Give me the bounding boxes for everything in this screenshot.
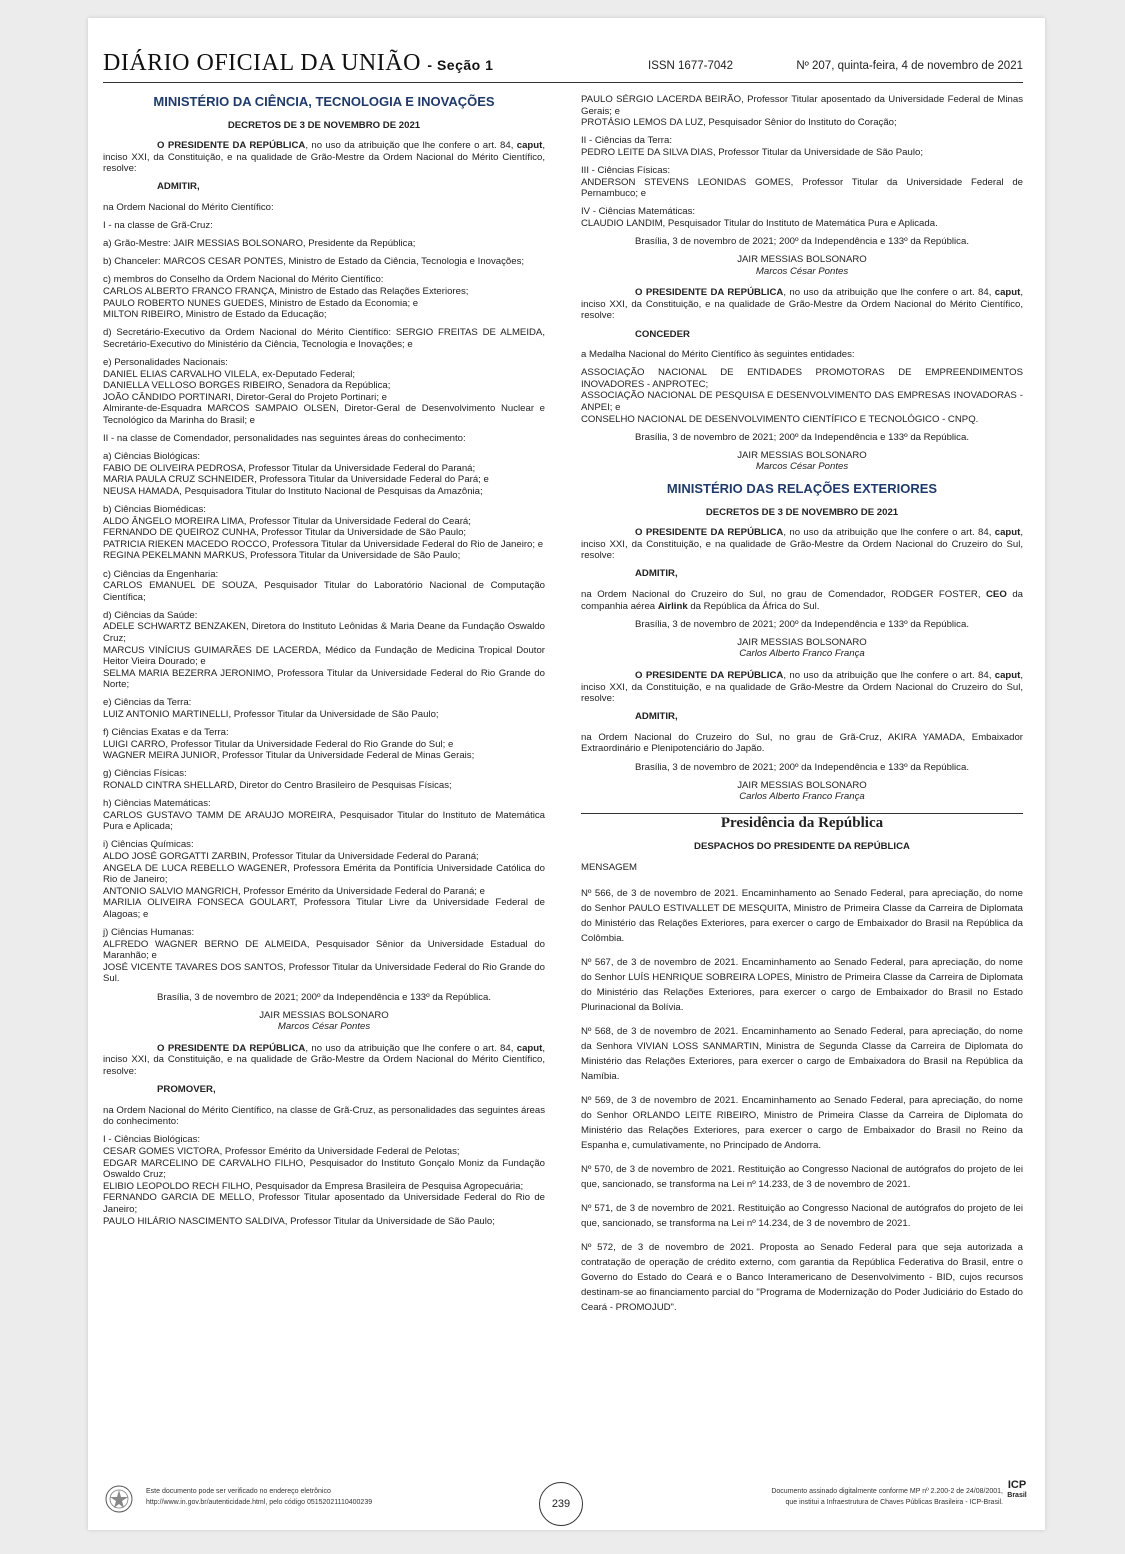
column-right [581, 94, 1023, 1324]
decree-body [581, 94, 1023, 229]
decree-intro [581, 287, 1023, 322]
section-label: - Seção 1 [427, 57, 494, 73]
paragraph: na Ordem Nacional do Mérito Científico, na classe de Grã-Cruz, as personalidades das seguintes áreas do conhecimento: [103, 1104, 545, 1128]
brasil-text: Brasil [1007, 1492, 1027, 1499]
closing-line: Brasília, 3 de novembro de 2021; 200º da Independência e 133º da República. [635, 761, 969, 773]
decree-body [103, 202, 545, 985]
keyword-conceder: CONCEDER [635, 328, 690, 340]
intro-rest: , inciso XXI, da Constituição, e na qualidade de Grão-Mestre da Ordem Nacional do Mérito Científico, resolve: [581, 287, 1023, 322]
issue-date: Nº 207, quinta-feira, 4 de novembro de 2021 [796, 60, 1023, 72]
paragraph: IV - Ciências Matemáticas: CLAUDIO LANDIM, Pesquisador Titular do Instituto de Matemática Pura e Aplicada. [581, 206, 938, 229]
document-page [88, 18, 1045, 1530]
paragraph: Nº 566, de 3 de novembro de 2021. Encaminhamento ao Senado Federal, para apreciação, do nome do Senhor PAULO ESTIVALLET DE MESQUITA, Ministro de Primeira Classe da Carreira de Diplomata do Ministério das Relações Exteriores, para exercer o cargo de Embaixador do Brasil na República da Colômbia. [581, 887, 1023, 944]
intro-text: , no uso da atribuição que lhe confere o art. 84, [783, 287, 995, 299]
intro-bold: O PRESIDENTE DA REPÚBLICA [635, 669, 784, 681]
issn: ISSN 1677-7042 [648, 60, 734, 72]
intro-bold: O PRESIDENTE DA REPÚBLICA [157, 140, 306, 152]
keyword-admitir: ADMITIR, [157, 181, 200, 193]
paragraph: Nº 568, de 3 de novembro de 2021. Encaminhamento ao Senado Federal, para apreciação, do nome da Senhora VIVIAN LOSS SANMARTIN, Ministra de Segunda Classe da Carreira de Diplomata do Ministério das Relações Exteriores, para exercer o cargo de Embaixadora do Brasil na República da Namíbia. [581, 1025, 1023, 1082]
closing-line: Brasília, 3 de novembro de 2021; 200º da Independência e 133º da República. [635, 235, 969, 247]
closing-line: Brasília, 3 de novembro de 2021; 200º da Independência e 133º da República. [635, 431, 969, 443]
decree-body [581, 349, 1023, 425]
verification-text: Este documento pode ser verificado no endereço eletrônico [146, 1488, 331, 1495]
signature-name: JAIR MESSIAS BOLSONARO [737, 779, 867, 791]
page-number: 239 [539, 1482, 583, 1526]
presidency-heading: Presidência da República [581, 813, 1023, 830]
signature-block [103, 1010, 545, 1033]
foster-text: na Ordem Nacional do Cruzeiro do Sul, no grau de Comendador, RODGER FOSTER, [581, 589, 986, 600]
signature-block [581, 780, 1023, 803]
caput: caput [994, 527, 1021, 539]
signature-name: JAIR MESSIAS BOLSONARO [259, 1009, 389, 1021]
intro-rest: , inciso XXI, da Constituição, e na qualidade de Grão-Mestre da Ordem Nacional do Cruzeiro do Sul, resolve: [581, 669, 1023, 705]
intro-bold: O PRESIDENTE DA REPÚBLICA [157, 1042, 306, 1054]
paragraph: i) Ciências Químicas: ALDO JOSÉ GORGATTI ZARBIN, Professor Titular da Universidade Federal do Paraná; ANGELA DE LUCA REBELLO WAGENER, Professora Emérita da Pontifícia Universidade Católica do Rio de Janeiro; ANTONIO SALVIO MANGRICH, Professor Emérito da Universidade Federal do Paraná; e MARILIA OLIVEIRA FONSECA GOULART, Professora Titular Livre da Universidade Federal de Alagoas; e [103, 839, 545, 920]
paragraph: Nº 571, de 3 de novembro de 2021. Restituição ao Congresso Nacional de autógrafos do projeto de lei que, sancionado, se transforma na Lei nº 14.234, de 3 de novembro de 2021. [581, 1202, 1023, 1229]
signature-block [581, 637, 1023, 660]
icp-brasil-logo [1005, 1480, 1029, 1500]
icp-text: ICP [1007, 1479, 1027, 1491]
paragraph: Nº 567, de 3 de novembro de 2021. Encaminhamento ao Senado Federal, para apreciação, do nome do Senhor LUÍS HENRIQUE SOBREIRA LOPES, Ministro de Primeira Classe da Carreira de Diplomata do Ministério das Relações Exteriores, para exercer o cargo de Embaixador do Brasil no Estado Plurinacional da Bolívia. [581, 956, 1023, 1013]
verification-note [146, 1486, 372, 1508]
signature-block [581, 254, 1023, 277]
paragraph: f) Ciências Exatas e da Terra: LUIGI CARRO, Professor Titular da Universidade Federal do Rio Grande do Sul; e WAGNER MEIRA JUNIOR, Professor Titular da Universidade Federal de Minas Gerais; [103, 727, 475, 762]
signature-name: JAIR MESSIAS BOLSONARO [737, 636, 867, 648]
intro-rest: , inciso XXI, da Constituição, e na qualidade de Grão-Mestre da Ordem Nacional do Mérito Científico, resolve: [103, 140, 545, 175]
paragraph: II - Ciências da Terra: PEDRO LEITE DA SILVA DIAS, Professor Titular da Universidade de São Paulo; [581, 135, 923, 158]
paragraph: g) Ciências Físicas: RONALD CINTRA SHELLARD, Diretor do Centro Brasileiro de Pesquisas Físicas; [103, 768, 452, 791]
keyword-admitir: ADMITIR, [635, 568, 678, 580]
paragraph: na Ordem Nacional do Mérito Científico: [103, 202, 274, 214]
paragraph: b) Ciências Biomédicas: ALDO ÂNGELO MOREIRA LIMA, Professor Titular da Universidade Federal do Ceará; FERNANDO DE QUEIROZ CUNHA, Professor Titular da Universidade de São Paulo; PATRICIA RIEKEN MACEDO ROCCO, Professora Titular da Universidade Federal do Rio de Janeiro; e REGINA PEKELMANN MARKUS, Professora Titular da Universidade de São Paulo; [103, 504, 544, 562]
intro-text: , no uso da atribuição que lhe confere o art. 84, [305, 1042, 517, 1054]
paragraph: a Medalha Nacional do Mérito Científico às seguintes entidades: [581, 349, 855, 361]
decree-yamada: na Ordem Nacional do Cruzeiro do Sul, no grau de Grã-Cruz, AKIRA YAMADA, Embaixador Extraordinário e Plenipotenciário do Japão. [581, 731, 1023, 755]
despachos-title: DESPACHOS DO PRESIDENTE DA REPÚBLICA [694, 841, 910, 853]
intro-bold: O PRESIDENTE DA REPÚBLICA [635, 287, 784, 299]
decree-intro [103, 140, 545, 175]
paragraph: Nº 572, de 3 de novembro de 2021. Proposta ao Senado Federal para que seja autorizada a contratação de operação de crédito externo, com garantia da República Federativa do Brasil, entre o Governo do Estado do Ceará e o Banco Interamericano de Desenvolvimento - BID, cujos recursos destinam-se ao financiamento parcial do "Programa de Modernização do Poder Judiciário do Estado do Ceará - PROMOJUD". [581, 1241, 1023, 1313]
verification-url: http://www.in.gov.br/autenticidade.html, pelo código 05152021110400239 [146, 1499, 373, 1506]
message-list [581, 886, 1023, 1315]
paragraph: Nº 570, de 3 de novembro de 2021. Restituição ao Congresso Nacional de autógrafos do projeto de lei que, sancionado, se transforma na Lei nº 14.233, de 3 de novembro de 2021. [581, 1163, 1023, 1190]
closing-line: Brasília, 3 de novembro de 2021; 200º da Independência e 133º da República. [157, 991, 491, 1003]
paragraph: Nº 569, de 3 de novembro de 2021. Encaminhamento ao Senado Federal, para apreciação, do nome do Senhor ORLANDO LEITE RIBEIRO, Ministro de Primeira Classe da Carreira de Diplomata do Ministério das Relações Exteriores, para exercer o cargo de Embaixador do Brasil no Reino da Espanha e, cumulativamente, no Principado de Andorra. [581, 1094, 1023, 1151]
signature-minister: Marcos César Pontes [277, 1021, 371, 1033]
coat-of-arms-icon [104, 1484, 134, 1514]
caput: caput [516, 140, 543, 152]
signature-minister: Marcos César Pontes [755, 461, 849, 473]
paragraph: e) Personalidades Nacionais: DANIEL ELIAS CARVALHO VILELA, ex-Deputado Federal; DANIELLA VELLOSO BORGES RIBEIRO, Senadora da República; JOÃO CÂNDIDO PORTINARI, Diretor-Geral do Projeto Portinari; e Almirante-de-Esquadra MARCOS SAMPAIO OLSEN, Diretor-Geral de Desenvolvimento Nuclear e Tecnológico da Marinha do Brasil; e [103, 357, 545, 426]
intro-rest: , inciso XXI, da Constituição, e na qualidade de Grão-Mestre da Ordem Nacional do Cruzeiro do Sul, resolve: [581, 527, 1023, 562]
decree-intro [103, 1043, 545, 1078]
caput: caput [994, 287, 1021, 299]
signature-note-line: Documento assinado digitalmente conforme MP nº 2.200-2 de 24/08/2001, [771, 1488, 1003, 1495]
intro-rest: , inciso XXI, da Constituição, e na qualidade de Grão-Mestre da Ordem Nacional do Mérito Científico, resolve: [103, 1042, 545, 1077]
paragraph: d) Ciências da Saúde: ADELE SCHWARTZ BENZAKEN, Diretora do Instituto Leônidas & Maria Deane da Fundação Oswaldo Cruz; MARCUS VINÍCIUS GUIMARÃES DE LACERDA, Médico da Fundação de Medicina Tropical Doutor Heitor Vieira Dourado; e SELMA MARIA BEZERRA JERONIMO, Professora Titular da Universidade Federal do Rio Grande do Norte; [103, 609, 545, 691]
intro-text: , no uso da atribuição que lhe confere o art. 84, [305, 140, 517, 152]
paragraph: a) Grão-Mestre: JAIR MESSIAS BOLSONARO, Presidente da República; [103, 238, 416, 250]
paragraph: b) Chanceler: MARCOS CESAR PONTES, Ministro de Estado da Ciência, Tecnologia e Inovações; [103, 256, 525, 268]
intro-text: , no uso da atribuição que lhe confere o art. 84, [783, 669, 995, 681]
paragraph: d) Secretário-Executivo da Ordem Nacional do Mérito Científico: SERGIO FREITAS DE ALMEIDA, Secretário-Executivo do Ministério da Ciência, Tecnologia e Inovações; e [103, 327, 545, 350]
foster-text: da República da África do Sul. [687, 600, 820, 612]
signature-minister: Marcos César Pontes [755, 265, 849, 277]
caput: caput [516, 1042, 543, 1054]
paragraph: I - Ciências Biológicas: CESAR GOMES VICTORA, Professor Emérito da Universidade Federal de Pelotas; EDGAR MARCELINO DE CARVALHO FILHO, Pesquisador do Instituto Gonçalo Moniz da Fundação Oswaldo Cruz; ELIBIO LEOPOLDO RECH FILHO, Pesquisador da Empresa Brasileira de Pesquisa Agropecuária; FERNANDO GARCIA DE MELLO, Professor Titular aposentado da Universidade Federal do Rio de Janeiro; PAULO HILÁRIO NASCIMENTO SALDIVA, Professor Titular da Universidade de São Paulo; [103, 1134, 545, 1227]
paragraph: III - Ciências Físicas: ANDERSON STEVENS LEONIDAS GOMES, Professor Titular da Universidade Federal de Pernambuco; e [581, 164, 1023, 200]
keyword-admitir: ADMITIR, [635, 711, 678, 723]
masthead-title [103, 50, 493, 77]
paragraph: j) Ciências Humanas: ALFREDO WAGNER BERNO DE ALMEIDA, Pesquisador Sênior da Universidade Estadual do Maranhão; e JOSÉ VICENTE TAVARES DOS SANTOS, Professor Titular da Universidade Federal do Rio Grande do Sul. [103, 927, 545, 985]
mensagem-label: MENSAGEM [581, 862, 637, 873]
signature-block [581, 450, 1023, 473]
paragraph: I - na classe de Grã-Cruz: [103, 220, 213, 232]
caput: caput [994, 669, 1021, 681]
ministry-heading: MINISTÉRIO DAS RELAÇÕES EXTERIORES [666, 480, 938, 496]
column-left [103, 92, 545, 1234]
paragraph: c) membros do Conselho da Ordem Nacional do Mérito Científico: CARLOS ALBERTO FRANCO FRANÇA, Ministro de Estado das Relações Exteriores; PAULO ROBERTO NUNES GUEDES, Ministro de Estado da Economia; e MILTON RIBEIRO, Ministro de Estado da Educação; [103, 274, 469, 321]
intro-text: , no uso da atribuição que lhe confere o art. 84, [783, 527, 995, 539]
paragraph: ASSOCIAÇÃO NACIONAL DE ENTIDADES PROMOTORAS DE EMPREENDIMENTOS INOVADORES - ANPROTEC; ASSOCIAÇÃO NACIONAL DE PESQUISA E DESENVOLVIMENTO DAS EMPRESAS INOVADORAS - ANPEI; e CONSELHO NACIONAL DE DESENVOLVIMENTO CIENTÍFICO E TECNOLÓGICO - CNPQ. [581, 367, 1023, 425]
paragraph: a) Ciências Biológicas: FABIO DE OLIVEIRA PEDROSA, Professor Titular da Universidade Federal do Paraná; MARIA PAULA CRUZ SCHNEIDER, Professora Titular da Universidade Federal do Pará; e NEUSA HAMADA, Pesquisadora Titular do Instituto Nacional de Pesquisas da Amazônia; [103, 451, 489, 497]
paragraph: c) Ciências da Engenharia: CARLOS EMANUEL DE SOUZA, Pesquisador Titular do Laboratório Nacional de Computação Científica; [103, 568, 545, 603]
masthead [103, 50, 1023, 83]
ministry-heading: MINISTÉRIO DA CIÊNCIA, TECNOLOGIA E INOVAÇÕES [153, 94, 495, 109]
intro-bold: O PRESIDENTE DA REPÚBLICA [635, 527, 784, 539]
foster-text: da companhia aérea [581, 589, 1023, 612]
footer [88, 1470, 1045, 1530]
signature-minister: Carlos Alberto Franco França [739, 648, 865, 660]
decree-title: DECRETOS DE 3 DE NOVEMBRO DE 2021 [227, 119, 421, 131]
signature-minister: Carlos Alberto Franco França [739, 791, 865, 803]
paragraph: PAULO SÉRGIO LACERDA BEIRÃO, Professor Titular aposentado da Universidade Federal de Minas Gerais; e PROTÁSIO LEMOS DA LUZ, Pesquisador Sênior do Instituto do Coração; [581, 94, 1023, 129]
keyword-promover: PROMOVER, [157, 1084, 216, 1096]
paragraph: h) Ciências Matemáticas: CARLOS GUSTAVO TAMM DE ARAUJO MOREIRA, Pesquisador Titular do Instituto de Matemática Pura e Aplicada; [103, 798, 545, 833]
signature-name: JAIR MESSIAS BOLSONARO [737, 449, 867, 461]
decree-title: DECRETOS DE 3 DE NOVEMBRO DE 2021 [705, 506, 899, 518]
paragraph: II - na classe de Comendador, personalidades nas seguintes áreas do conhecimento: [103, 433, 466, 445]
decree-intro [581, 527, 1023, 562]
decree-body [103, 1105, 545, 1227]
decree-intro [581, 670, 1023, 705]
paragraph: e) Ciências da Terra: LUIZ ANTONIO MARTINELLI, Professor Titular da Universidade de São Paulo; [103, 697, 439, 721]
journal-title: DIÁRIO OFICIAL DA UNIÃO [103, 50, 421, 76]
signature-note-line: que institui a Infraestrutura de Chaves Públicas Brasileira - ICP-Brasil. [785, 1499, 1003, 1506]
signature-name: JAIR MESSIAS BOLSONARO [737, 254, 867, 266]
decree-foster [581, 589, 1023, 612]
ceo-bold: CEO [986, 589, 1007, 600]
signature-note [771, 1486, 1003, 1508]
closing-line: Brasília, 3 de novembro de 2021; 200º da Independência e 133º da República. [635, 618, 969, 630]
airlink-bold: Airlink [657, 600, 688, 612]
